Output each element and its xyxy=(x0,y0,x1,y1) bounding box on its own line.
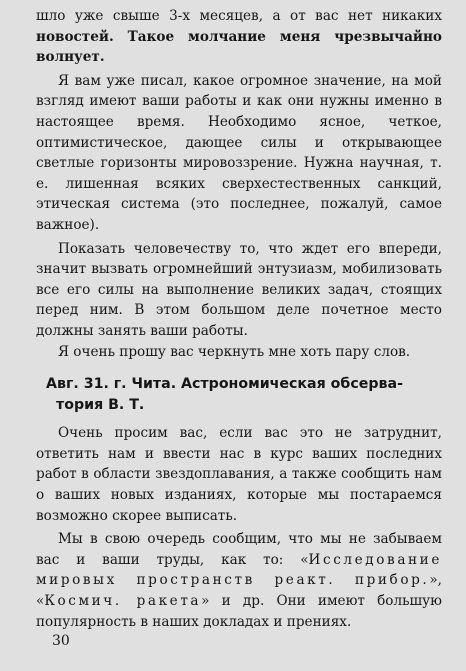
paragraph-6-part-1: Мы в свою очередь сообщим, что мы не забываем вас и ваши труды, как то: « xyxy=(36,531,442,568)
section-heading xyxy=(36,374,442,415)
continuation-line: шло уже свыше 3-х месяцев, а от вас нет никаких xyxy=(36,8,442,24)
paragraph-2: Я вам уже писал, какое огромное значение, на мой взгляд имеют ваши работы и как они нужны именно в настоящее время. Необходимо ясное, четкое, оптимистическое, дающее силы и открывающее светлые горизонты мировоззрение. Нужна научная, т. е. лишенная всяких сверхестественных санкций, этическая система (это последнее, пожалуй, самое важное). xyxy=(36,72,442,233)
paragraph-5: Очень просим вас, если вас это не затруднит, ответить нам и ввести нас в курс ваших последних работ в области звездоплавания, а также сообщить нам о ваших новых изданиях, которые мы постараемся возможно скорее выписать. xyxy=(36,425,442,524)
book-title-2: Космич. ракета xyxy=(44,593,202,610)
heading-line-1: Авг. 31. г. Чита. Астрономическая обсерва- xyxy=(46,376,403,393)
paragraph-6-part-3: » и др. Они имеют большую популярность в наших докладах и прениях. xyxy=(36,593,442,630)
body-text xyxy=(36,6,442,632)
paragraph-6 xyxy=(36,529,442,632)
continuation-bold-line: новостей. Такое молчание меня чрезвычайно волнует. xyxy=(36,28,442,66)
paragraph-6-part-2: », « xyxy=(36,572,442,610)
paragraph-4: Я очень прошу вас черкнуть мне хоть пару слов. xyxy=(58,343,411,360)
paragraph-3: Показать человечеству то, что ждет его впереди, значит вызвать огромнейший энтузиазм, мобилизовать все его силы на выполнение великих задач, стоящих перед ним. В этом большом деле почетное место должны занять ваши работы. xyxy=(36,240,442,339)
heading-line-2: тория В. Т. xyxy=(56,396,145,413)
page-number: 30 xyxy=(52,633,70,649)
paragraph-letter-continuation xyxy=(36,6,442,68)
book-title-1: Исследование мировых пространств реакт. прибор. xyxy=(36,551,442,589)
